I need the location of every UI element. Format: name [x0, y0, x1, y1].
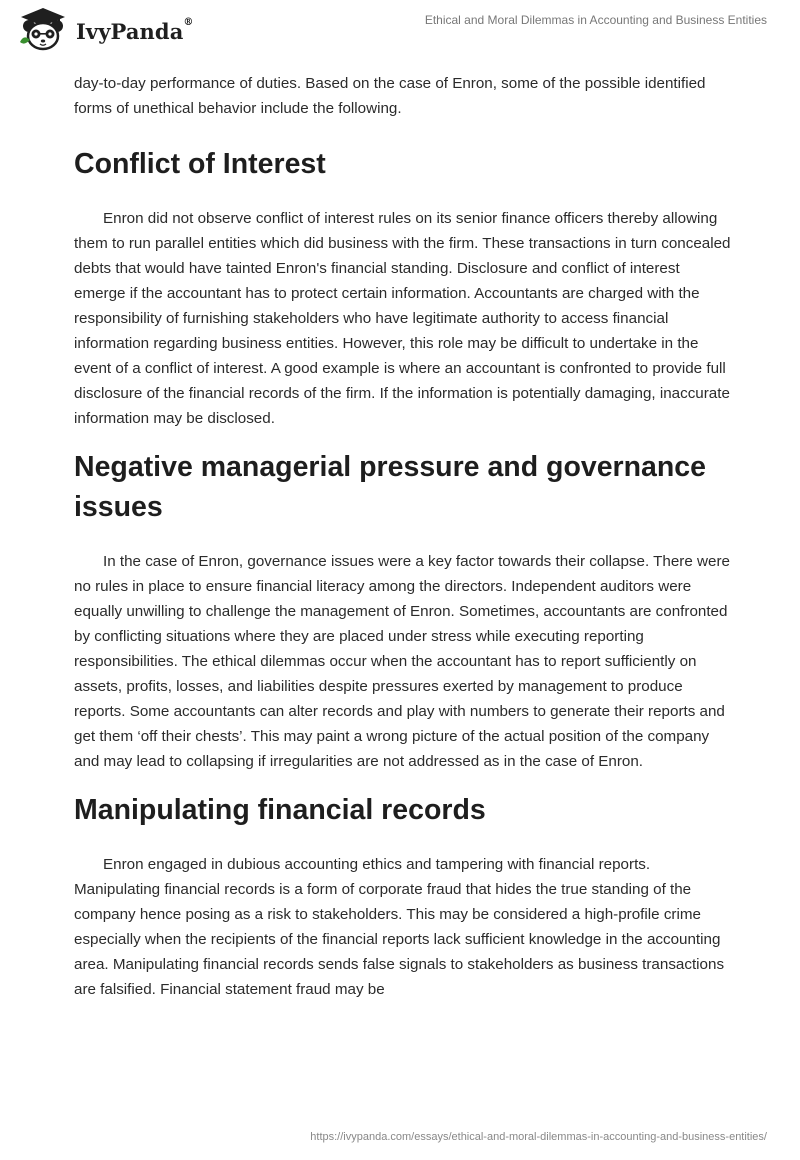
brand-name: IvyPanda® — [76, 16, 194, 44]
section-paragraph-manipulating-records: Enron engaged in dubious accounting ethics and tampering with financial reports. Manipulating financial records is a form of corporate fraud that hides the true standing of the company hence posing as a risk to stakeholders. This may be considered a high-profile crime especially when the recipients of the financial reports lack sufficient knowledge in the accounting area. Manipulating financial records sends false signals to stakeholders as business transactions are falsified. Financial statement fraud may be — [74, 856, 725, 998]
panda-logo-icon — [14, 6, 72, 57]
section-heading-conflict-of-interest: Conflict of Interest — [74, 148, 326, 180]
section-heading-managerial-pressure: Negative managerial pressure and governance issues — [74, 451, 707, 523]
section-paragraph-conflict-of-interest: Enron did not observe conflict of interest rules on its senior finance officers thereby allowing them to run parallel entities which did business with the firm. These transactions in turn concealed debts that would have tainted Enron's financial standing. Disclosure and conflict of interest emerge if the accountant has to protect certain information. Accountants are charged with the responsibility of furnishing stakeholders who have legitimate authority to access financial information regarding business entities. However, this role may be difficult to undertake in the event of a conflict of interest. A good example is where an accountant is confronted to provide full disclosure of the financial records of the firm. If the information is potentially damaging, inaccurate information may be disclosed. — [74, 210, 731, 427]
page-header — [0, 0, 800, 60]
document-title: Ethical and Moral Dilemmas in Accounting and Business Entities — [424, 13, 767, 27]
section-paragraph-managerial-pressure: In the case of Enron, governance issues were a key factor towards their collapse. There were no rules in place to ensure financial literacy among the directors. Independent auditors were equally unwilling to challenge the management of Enron. Sometimes, accountants are confronted by conflicting situations where they are placed under stress while executing reporting responsibilities. The ethical dilemmas occur when the accountant has to report sufficiently on assets, profits, losses, and liabilities despite pressures exerted by management to produce reports. Some accountants can alter records and play with numbers to generate their reports and get them ‘off their chests’. This may paint a wrong picture of the actual position of the company and may lead to collapsing if irregularities are not addressed as in the case of Enron. — [74, 553, 730, 770]
article-body — [74, 71, 734, 1002]
intro-paragraph: day-to-day performance of duties. Based on the case of Enron, some of the possible identified forms of unethical behavior include the following. — [74, 75, 706, 117]
footer-source-url[interactable]: https://ivypanda.com/essays/ethical-and-moral-dilemmas-in-accounting-and-business-entities/ — [310, 1131, 767, 1143]
brand-logo[interactable] — [14, 8, 194, 54]
section-heading-manipulating-records: Manipulating financial records — [74, 794, 486, 826]
